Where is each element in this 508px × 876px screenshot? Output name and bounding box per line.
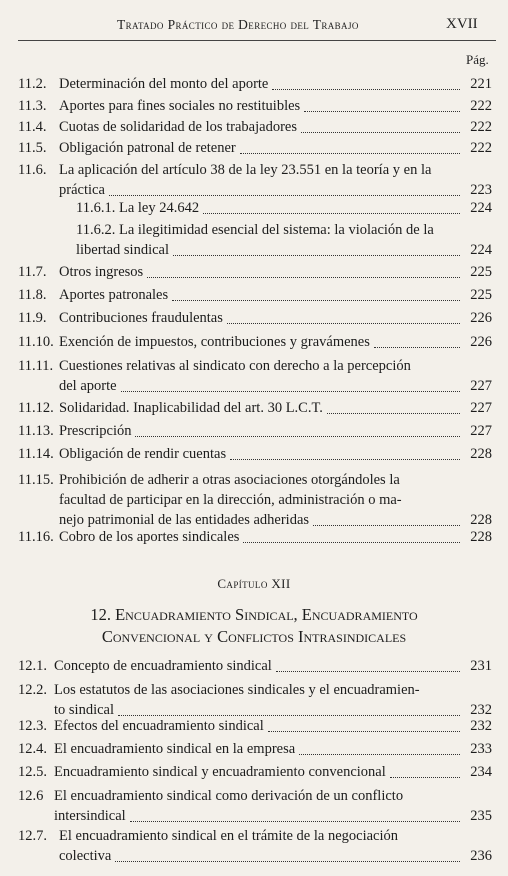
dot-leader [327, 413, 460, 414]
toc-entry-text: El encuadramiento sindical como derivación de un conflicto [54, 788, 404, 804]
toc-entry-number: 11.4. [18, 119, 47, 135]
dot-leader [230, 459, 460, 460]
toc-entry-text: Obligación de rendir cuentas [59, 446, 227, 462]
toc-entry-page: 232 [470, 702, 492, 718]
toc-entry-text: La aplicación del artículo 38 de la ley 23.551 en la teoría y en la [59, 162, 432, 178]
chapter-title-line-1: 12. Encuadramiento Sindical, Encuadramiento [90, 605, 418, 624]
toc-entry-number: 11.6. [18, 162, 47, 178]
toc-entry-number: 12.2. [18, 682, 47, 698]
toc-entry-page: 222 [470, 119, 492, 135]
dot-leader [301, 132, 460, 133]
toc-entry-text: Concepto de encuadramiento sindical [54, 658, 272, 674]
toc-entry-text: Prohibición de adherir a otras asociaciones otorgándoles la [59, 472, 400, 488]
dot-leader [173, 255, 460, 256]
toc-entry-number: 11.10. [18, 334, 54, 350]
toc-entry-text: Contribuciones fraudulentas [59, 310, 223, 326]
dot-leader [135, 436, 460, 437]
dot-leader [130, 821, 460, 822]
toc-entry-text: del aporte [59, 378, 117, 394]
toc-entry-page: 235 [470, 808, 492, 824]
toc-entry-number: 11.9. [18, 310, 47, 326]
dot-leader [374, 347, 460, 348]
chapter-label: Capítulo XII [217, 576, 291, 591]
toc-entry-text: Los estatutos de las asociaciones sindicales y el encuadramien- [54, 682, 420, 698]
dot-leader [147, 277, 460, 278]
toc-entry-text: Encuadramiento sindical y encuadramiento convencional [54, 764, 386, 780]
toc-entry-number: 12.1. [18, 658, 47, 674]
dot-leader [243, 542, 460, 543]
toc-entry-text: to sindical [54, 702, 115, 718]
toc-entry-page: 224 [470, 242, 492, 258]
toc-entry-page: 224 [470, 200, 492, 216]
toc-entry-number: 11.11. [18, 358, 54, 374]
dot-leader [121, 391, 460, 392]
toc-entry-number: 11.2. [18, 76, 47, 92]
toc-entry-page: 232 [470, 718, 492, 734]
toc-entry-number: 11.3. [18, 98, 47, 114]
toc-entry-number: 11.5. [18, 140, 47, 156]
toc-entry-page: 234 [470, 764, 492, 780]
dot-leader [304, 111, 460, 112]
toc-entry-page: 222 [470, 140, 492, 156]
dot-leader [109, 195, 460, 196]
toc-entry-number: 12.3. [18, 718, 47, 734]
toc-entry-text: Aportes para fines sociales no restituibles [59, 98, 301, 114]
toc-entry-number: 12.5. [18, 764, 47, 780]
toc-entry-number: 11.15. [18, 472, 54, 488]
toc-entry-page: 228 [470, 446, 492, 462]
toc-entry-number: 12.4. [18, 741, 47, 757]
toc-entry-page: 227 [470, 400, 492, 416]
dot-leader [276, 671, 460, 672]
toc-entry-text: El encuadramiento sindical en la empresa [54, 741, 296, 757]
running-title: Tratado Práctico de Derecho del Trabajo [117, 17, 359, 32]
toc-entry-page: 226 [470, 334, 492, 350]
toc-entry-text: libertad sindical [76, 242, 170, 258]
dot-leader [299, 754, 460, 755]
page-header [0, 0, 508, 38]
toc-entry-number: 11.13. [18, 423, 54, 439]
dot-leader [313, 525, 460, 526]
toc-entry-text: Aportes patronales [59, 287, 169, 303]
dot-leader [268, 731, 460, 732]
toc-entry-page: 223 [470, 182, 492, 198]
toc-entry-text: Obligación patronal de retener [59, 140, 236, 156]
dot-leader [272, 89, 460, 90]
dot-leader [172, 300, 460, 301]
toc-entry-page: 226 [470, 310, 492, 326]
toc-entry-number: 11.16. [18, 529, 54, 545]
toc-entry-page: 227 [470, 378, 492, 394]
dot-leader [240, 153, 460, 154]
toc-entry-number: 11.14. [18, 446, 54, 462]
toc-entry-text: colectiva [59, 848, 112, 864]
toc-entry-text: 11.6.1. La ley 24.642 [76, 200, 200, 216]
toc-entry-page: 221 [470, 76, 492, 92]
toc-entry-text: Solidaridad. Inaplicabilidad del art. 30 L.C.T. [59, 400, 323, 416]
toc-entry-text: Efectos del encuadramiento sindical [54, 718, 264, 734]
toc-entry-text: El encuadramiento sindical en el trámite de la negociación [59, 828, 398, 844]
toc-entry-page: 222 [470, 98, 492, 114]
chapter-title-line-2: Convencional y Conflictos Intrasindicales [101, 627, 407, 646]
dot-leader [203, 213, 460, 214]
toc-entry-page: 225 [470, 287, 492, 303]
toc-entry-page: 236 [470, 848, 492, 864]
toc-entry-page: 231 [470, 658, 492, 674]
page-column-label: Pág. [466, 52, 489, 67]
toc-entry-page: 227 [470, 423, 492, 439]
toc-entry-number: 11.12. [18, 400, 54, 416]
toc-entry-text: Otros ingresos [59, 264, 144, 280]
toc-entry-text: intersindical [54, 808, 126, 824]
toc-entry-number: 12.6 [18, 788, 44, 804]
toc-entry-text: práctica [59, 182, 105, 198]
toc-entry-text: Cuestiones relativas al sindicato con derecho a la percepción [59, 358, 411, 374]
toc-entry-page: 225 [470, 264, 492, 280]
toc-entry-text: nejo patrimonial de las entidades adheridas [59, 512, 310, 528]
toc-entry-text: Cuotas de solidaridad de los trabajadores [59, 119, 297, 135]
toc-entry-page: 228 [470, 529, 492, 545]
toc-entry-page: 228 [470, 512, 492, 528]
toc-entry-number: 11.7. [18, 264, 47, 280]
toc-entry-text: Cobro de los aportes sindicales [59, 529, 240, 545]
dot-leader [115, 861, 460, 862]
toc-entry-text: 11.6.2. La ilegitimidad esencial del sistema: la violación de la [76, 222, 434, 238]
toc-entry-page: 233 [470, 741, 492, 757]
dot-leader [390, 777, 460, 778]
toc-entry-number: 11.8. [18, 287, 47, 303]
toc-entry-text: Prescripción [59, 423, 132, 439]
toc-entry-text: Exención de impuestos, contribuciones y gravámenes [59, 334, 370, 350]
dot-leader [227, 323, 460, 324]
page-folio: XVII [446, 16, 478, 32]
toc-entry-text: Determinación del monto del aporte [59, 76, 269, 92]
toc-entry-text: facultad de participar en la dirección, administración o ma- [59, 492, 402, 508]
toc-entry-number: 12.7. [18, 828, 47, 844]
header-rule [18, 40, 496, 41]
